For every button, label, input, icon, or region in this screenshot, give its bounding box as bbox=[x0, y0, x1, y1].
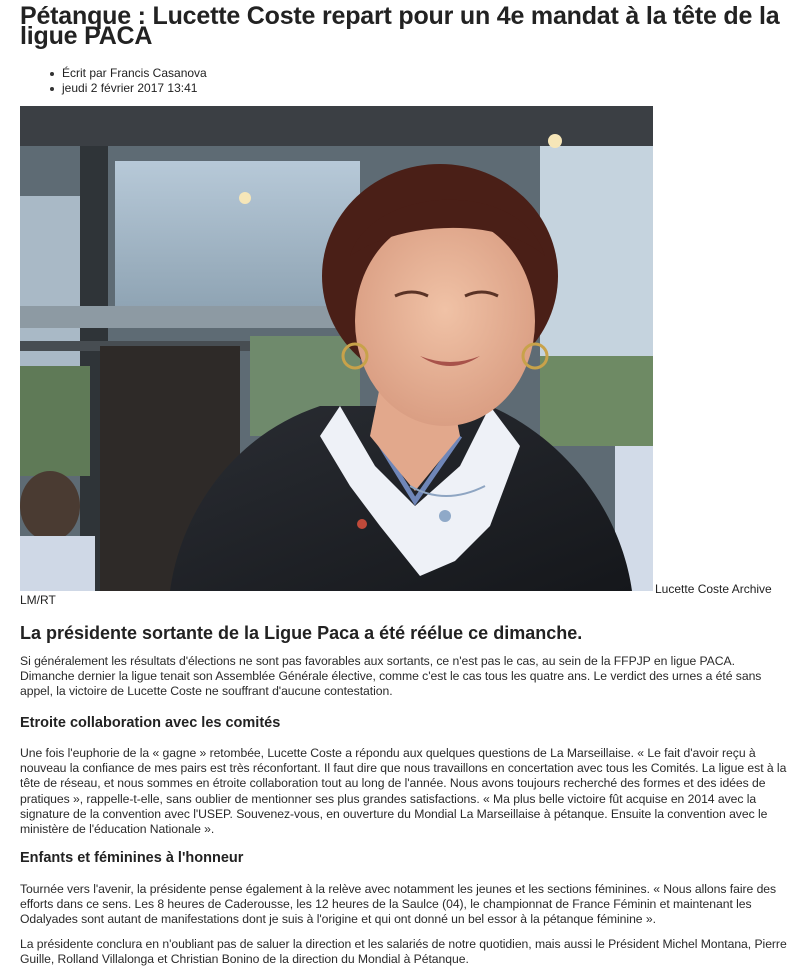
article-title: Pétanque : Lucette Coste repart pour un 4e mandat à la tête de la ligue PACA bbox=[20, 2, 780, 50]
bullet-icon bbox=[50, 87, 54, 91]
section1-heading: Etroite collaboration avec les comités bbox=[20, 715, 281, 731]
photo-caption: Lucette Coste Archive bbox=[655, 582, 772, 596]
section2-paragraph: Tournée vers l'avenir, la présidente pense également à la relève avec notamment les jeunes et les sections féminines. « Nous allons faire des efforts dans ce sens. Les 8 heures de Caderousse, les 12 heures de la Saulce (04), le championnat de France Féminin et maintenant les Odalyades sont autant de manifestations dont je suis à l'origine et qui ont donné un bel essor à la pétanque féminine ». bbox=[20, 882, 777, 927]
photo-source: LM/RT bbox=[20, 593, 56, 607]
intro-paragraph: Si généralement les résultats d'élections ne sont pas favorables aux sortants, ce n'est pas le cas, au sein de la FFPJP en ligue PACA. Dimanche dernier la ligue tenait son Assemblée Générale élective, comme c'est le cas tous les quatre ans. Le verdict des urnes a été sans appel, la victoire de Lucette Coste ne souffrant d'aucune contestation. bbox=[20, 654, 762, 699]
section2-heading: Enfants et féminines à l'honneur bbox=[20, 850, 244, 866]
article-lead: La présidente sortante de la Ligue Paca a été réélue ce dimanche. bbox=[20, 623, 583, 643]
article-meta bbox=[50, 66, 207, 96]
section1-paragraph: Une fois l'euphorie de la « gagne » retombée, Lucette Coste a répondu aux quelques questions de La Marseillaise. « Le fait d'avoir reçu à nouveau la confiance de mes pairs est très réconfortant. Il faut dire que nous travaillons en concertation avec tous les Comités. La ligue est à la tête de réseau, et nous sommes en étroite collaboration tout au long de l'année. Nous avons toujours recherché des formes et des idées de pratiques », rappelle-t-elle, sans oublier de mentionner ses plus grandes satisfactions. « Ma plus belle victoire fût acquise en 2014 avec la signature de la convention avec l'USEP. Souvenez-vous, en ouverture du Mondial La Marseillaise à pétanque. Ensuite la convention avec le ministère de l'éducation Nationale ». bbox=[20, 746, 787, 837]
bullet-icon bbox=[50, 72, 54, 76]
author: Écrit par Francis Casanova bbox=[62, 66, 207, 80]
publish-date: jeudi 2 février 2017 13:41 bbox=[62, 81, 198, 95]
date-row bbox=[50, 81, 207, 96]
author-row bbox=[50, 66, 207, 81]
closing-paragraph: La présidente conclura en n'oubliant pas de saluer la direction et les salariés de notre quotidien, mais aussi le Président Michel Montana, Pierre Guille, Rolland Villalonga et Christian Bonino de la direction du Mondial à Pétanque. bbox=[20, 937, 787, 967]
article-photo bbox=[20, 106, 653, 591]
